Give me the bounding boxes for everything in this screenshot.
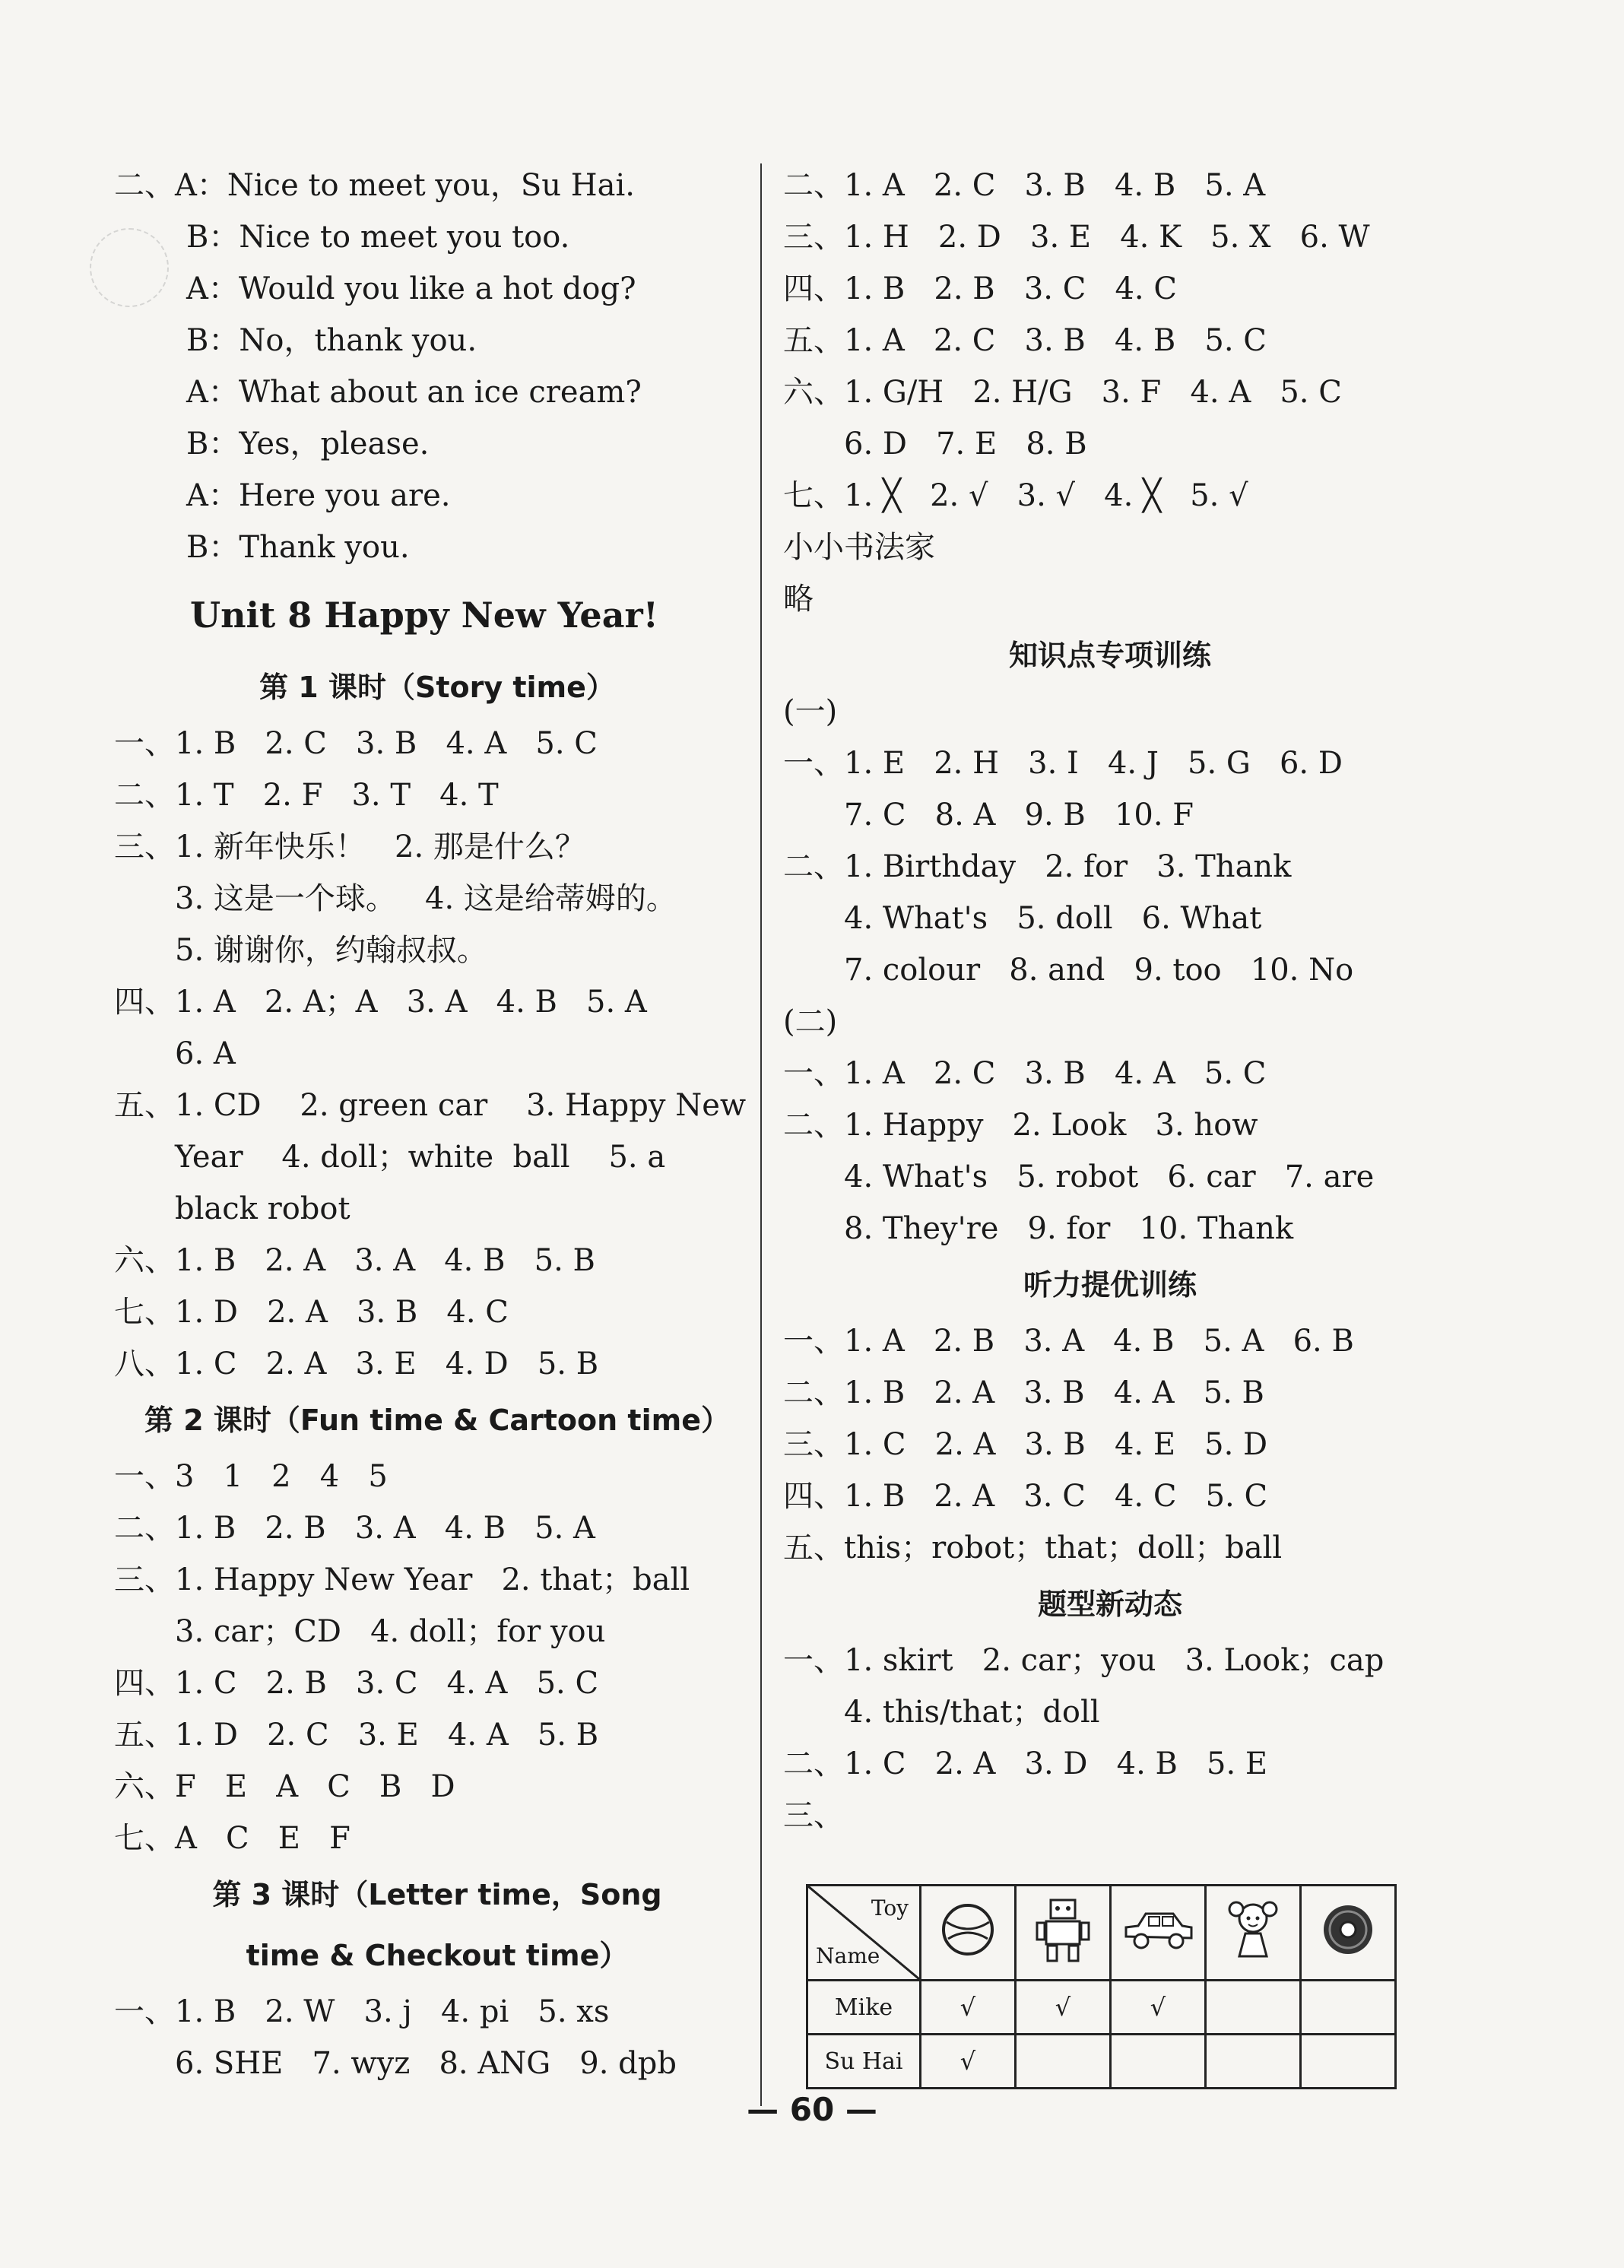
answer-line: 7. colour 8. and 9. too 10. No — [844, 953, 1354, 988]
answer-line: 六、F E A C B D — [114, 1769, 455, 1804]
answer-line: (一) — [783, 694, 838, 729]
section-knowledge-title: 知识点专项训练 — [1008, 639, 1211, 672]
answer-line: A：Here you are. — [186, 478, 451, 513]
cd-icon — [1301, 1886, 1396, 1981]
answer-line: 6. D 7. E 8. B — [844, 427, 1087, 462]
table-row — [807, 1981, 1396, 2035]
answer-line: A：What about an ice cream? — [186, 375, 642, 410]
answer-line: 四、1. B 2. B 3. C 4. C — [783, 271, 1177, 306]
toy-table — [806, 1884, 1397, 2089]
row-name-cell: Su Hai — [807, 2035, 921, 2089]
toy-table-wrap — [806, 1884, 1397, 2089]
answer-line: 略 — [783, 582, 814, 617]
answer-line: 4. What's 5. doll 6. What — [844, 901, 1262, 936]
answer-line: 四、1. B 2. A 3. C 4. C 5. C — [783, 1479, 1268, 1514]
answer-line: 一、3 1 2 4 5 — [114, 1459, 388, 1494]
answer-line: 一、1. A 2. C 3. B 4. A 5. C — [783, 1056, 1267, 1091]
name-label: Name — [816, 1943, 880, 1968]
answer-line: 三、1. 新年快乐！ 2. 那是什么？ — [114, 829, 585, 864]
answer-line: 一、1. E 2. H 3. I 4. J 5. G 6. D — [783, 746, 1343, 781]
answer-line: 二、1. B 2. B 3. A 4. B 5. A — [114, 1511, 595, 1546]
unit-title: Unit 8 Happy New Year! — [190, 595, 658, 636]
mark-cell — [1016, 2035, 1111, 2089]
answer-line: 五、this；robot；that；doll；ball — [783, 1531, 1283, 1565]
answer-line: A：Would you like a hot dog? — [186, 271, 636, 306]
table-header-row — [807, 1886, 1396, 1981]
mark-cell — [1301, 2035, 1396, 2089]
answer-line: 8. They're 9. for 10. Thank — [844, 1211, 1294, 1246]
answer-line: 六、1. B 2. A 3. A 4. B 5. B — [114, 1243, 595, 1278]
answer-line: 七、1. ╳ 2. √ 3. √ 4. ╳ 5. √ — [783, 478, 1248, 513]
answer-line: 一、1. skirt 2. car；you 3. Look；cap — [783, 1643, 1385, 1678]
answer-line: 3. 这是一个球。 4. 这是给蒂姆的。 — [175, 881, 677, 916]
answer-line: 6. A — [175, 1036, 236, 1071]
robot-icon — [1016, 1886, 1111, 1981]
doll-icon — [1206, 1886, 1301, 1981]
mark-cell: √ — [1016, 1981, 1111, 2035]
ball-icon — [921, 1886, 1016, 1981]
answer-line: 三、 — [783, 1798, 844, 1833]
table-corner-cell — [807, 1886, 921, 1981]
answer-line: 七、A C E F — [114, 1821, 350, 1856]
section-listening-title: 听力提优训练 — [1023, 1268, 1197, 1302]
answer-line: 一、1. A 2. B 3. A 4. B 5. A 6. B — [783, 1324, 1354, 1359]
row-name-cell: Mike — [807, 1981, 921, 2035]
answer-line: 4. What's 5. robot 6. car 7. are — [844, 1159, 1375, 1194]
answer-line: 4. this/that；doll — [844, 1695, 1100, 1730]
answer-line: 小小书法家 — [783, 530, 935, 565]
answer-line: 六、1. G/H 2. H/G 3. F 4. A 5. C — [783, 375, 1342, 410]
page-number: — 60 — — [747, 2091, 877, 2128]
answer-line: 二、1. T 2. F 3. T 4. T — [114, 778, 499, 813]
answer-line: Year 4. doll；white ball 5. a — [175, 1140, 666, 1175]
answer-line: 二、1. A 2. C 3. B 4. B 5. A — [783, 168, 1266, 203]
answer-line: 6. SHE 7. wyz 8. ANG 9. dpb — [175, 2046, 677, 2081]
mark-cell — [1111, 2035, 1206, 2089]
answer-line: 三、1. Happy New Year 2. that；ball — [114, 1562, 690, 1597]
right-column — [783, 160, 1437, 1841]
answer-line: 四、1. C 2. B 3. C 4. A 5. C — [114, 1666, 599, 1701]
answer-line: 五、1. A 2. C 3. B 4. B 5. C — [783, 323, 1267, 358]
car-icon — [1111, 1886, 1206, 1981]
answer-line: 一、1. B 2. C 3. B 4. A 5. C — [114, 726, 598, 761]
mark-cell: √ — [921, 1981, 1016, 2035]
lesson1-title: 第 1 课时（Story time） — [259, 671, 615, 704]
answer-line: 二、1. B 2. A 3. B 4. A 5. B — [783, 1375, 1264, 1410]
answer-line: 七、1. D 2. A 3. B 4. C — [114, 1295, 509, 1330]
answer-line: 二、1. Birthday 2. for 3. Thank — [783, 849, 1292, 884]
answer-line: black robot — [175, 1191, 350, 1226]
answer-line: B：No，thank you. — [186, 323, 477, 358]
answer-line: 5. 谢谢你，约翰叔叔。 — [175, 933, 487, 968]
answer-line: (二) — [783, 1004, 838, 1039]
answer-line: 7. C 8. A 9. B 10. F — [844, 798, 1194, 833]
mark-cell — [1301, 1981, 1396, 2035]
answer-line: 二、1. Happy 2. Look 3. how — [783, 1108, 1258, 1143]
lesson2-title: 第 2 课时（Fun time & Cartoon time） — [144, 1404, 730, 1437]
answer-line: 三、1. C 2. A 3. B 4. E 5. D — [783, 1427, 1268, 1462]
answer-line: 二、1. C 2. A 3. D 4. B 5. E — [783, 1746, 1268, 1781]
answer-line: B：Thank you. — [186, 530, 410, 565]
left-column — [114, 160, 760, 2089]
column-divider — [760, 163, 762, 2106]
toy-label: Toy — [871, 1895, 909, 1921]
answer-line: 五、1. CD 2. green car 3. Happy New — [114, 1088, 747, 1123]
mark-cell: √ — [921, 2035, 1016, 2089]
answer-line: 三、1. H 2. D 3. E 4. K 5. X 6. W — [783, 220, 1370, 255]
answer-line: 五、1. D 2. C 3. E 4. A 5. B — [114, 1718, 599, 1753]
mark-cell — [1206, 1981, 1301, 2035]
lesson3-title-line2: time & Checkout time） — [246, 1939, 629, 1972]
table-row — [807, 2035, 1396, 2089]
answer-line: 四、1. A 2. A；A 3. A 4. B 5. A — [114, 985, 647, 1020]
answer-line: 二、A：Nice to meet you，Su Hai. — [114, 168, 635, 203]
answer-line: 一、1. B 2. W 3. j 4. pi 5. xs — [114, 1994, 610, 2029]
lesson3-title-line1: 第 3 课时（Letter time，Song — [212, 1878, 662, 1911]
answer-line: 3. car；CD 4. doll；for you — [175, 1614, 606, 1649]
answer-line: 八、1. C 2. A 3. E 4. D 5. B — [114, 1347, 599, 1381]
mark-cell: √ — [1111, 1981, 1206, 2035]
mark-cell — [1206, 2035, 1301, 2089]
answer-line: B：Nice to meet you too. — [186, 220, 570, 255]
section-newtypes-title: 题型新动态 — [1037, 1588, 1182, 1621]
answer-line: B：Yes，please. — [186, 427, 430, 462]
